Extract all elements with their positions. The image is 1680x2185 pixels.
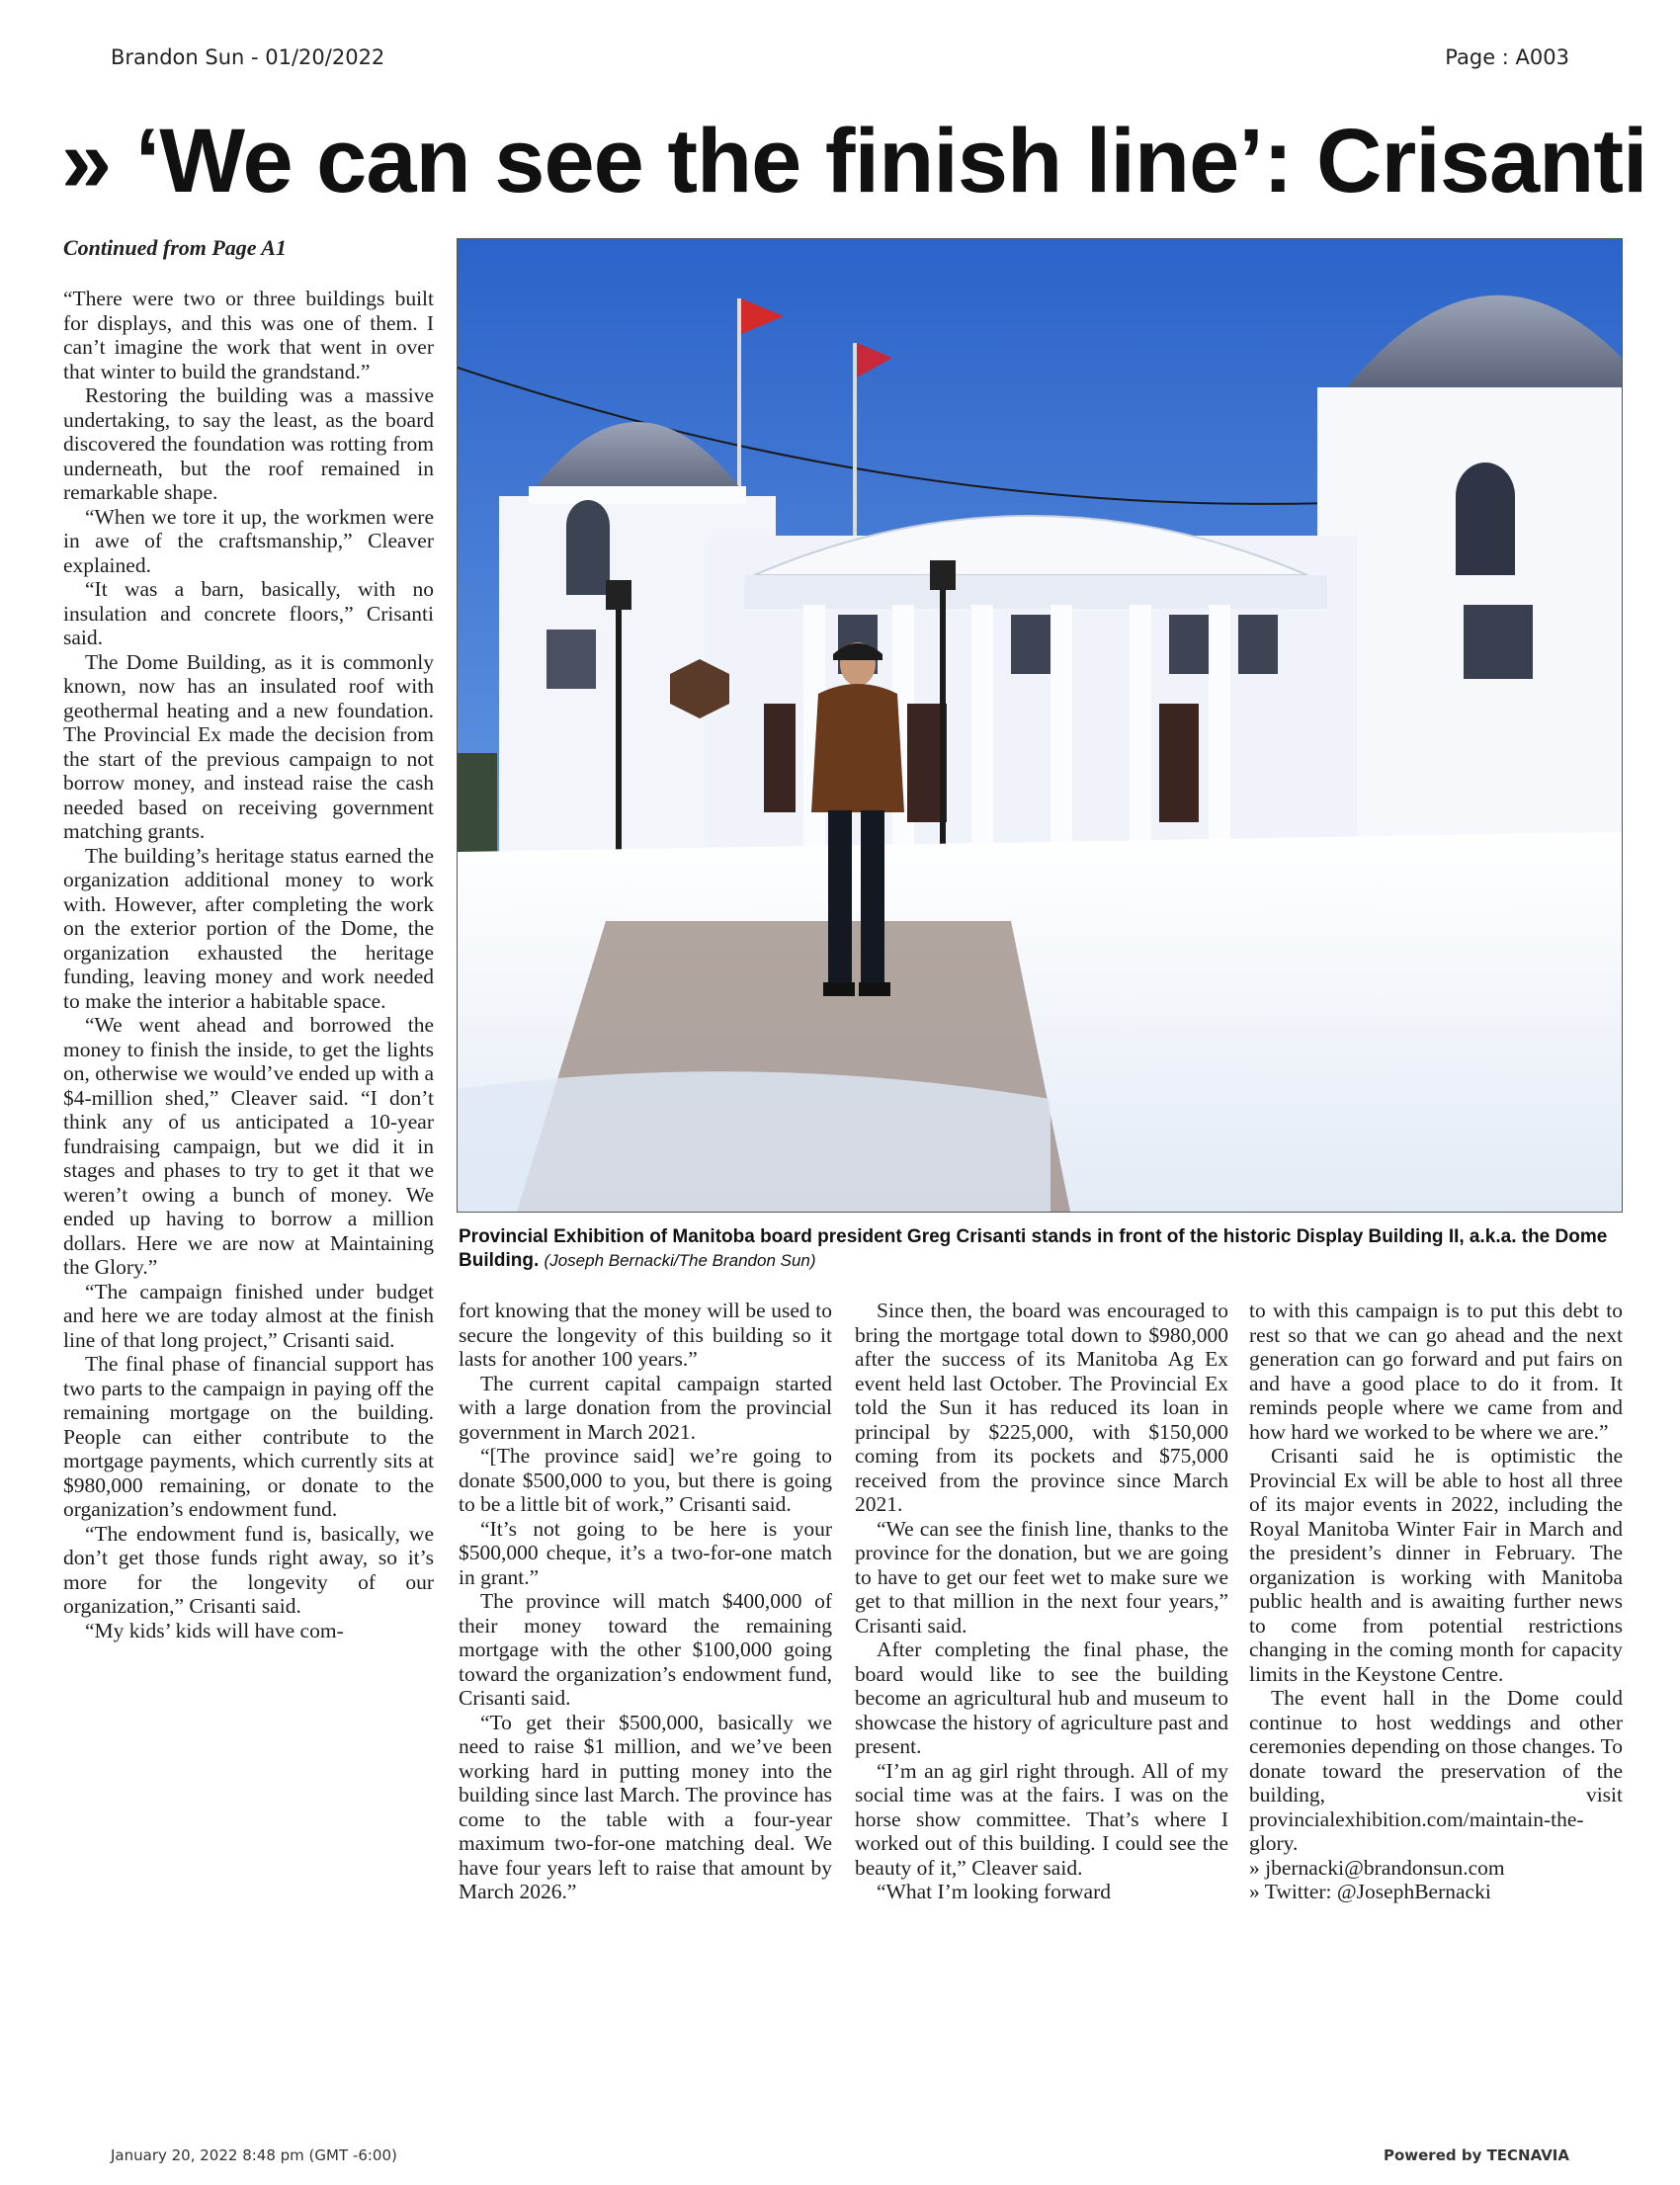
paragraph: “When we tore it up, the workmen were in awe of the craftsmanship,” Cleaver explained. (63, 504, 434, 577)
article-column-2 (459, 1299, 832, 2089)
dome-building-photo (458, 239, 1622, 1212)
photo-credit: (Joseph Bernacki/The Brandon Sun) (544, 1251, 816, 1270)
print-timestamp: January 20, 2022 8:48 pm (GMT -6:00) (111, 2146, 397, 2164)
publication-date: Brandon Sun - 01/20/2022 (111, 45, 385, 69)
paragraph: “I’m an ag girl right through. All of my social time was at the fairs. I was on the horse show committee. That’s where I worked out of this building. I could see the beauty of it,” Cleaver said. (855, 1758, 1228, 1880)
paragraph: “It’s not going to be here is your $500,000 cheque, it’s a two-for-one match in grant.” (459, 1516, 832, 1589)
paragraph: The Dome Building, as it is commonly known, now has an insulated roof with geothermal heating and a new foundation. The Provincial Ex made the decision from the start of the previous campaign to not borrow money, and instead raise the cash needed based on receiving government matching grants. (63, 649, 434, 843)
paragraph: The building’s heritage status earned the organization additional money to work with. However, after completing the work on the exterior portion of the Dome, the organization exhausted the heritage funding, leaving money and work needed to make the interior a habitable space. (63, 843, 434, 1013)
author-email[interactable]: » jbernacki@brandonsun.com (1249, 1855, 1505, 1880)
paragraph: “We can see the finish line, thanks to the province for the donation, but we are going to have to get our feet wet to make sure we get to that million in the next four years,” Crisanti said. (855, 1516, 1228, 1638)
powered-by: Powered by TECNAVIA (1383, 2146, 1569, 2164)
continued-from: Continued from Page A1 (63, 235, 287, 260)
paragraph: The current capital campaign started with a large donation from the provincial government in March 2021. (459, 1371, 832, 1444)
paragraph: to with this campaign is to put this debt to rest so that we can go ahead and the next generation can go forward and put fairs on and have a good place to do it from. It reminds people where we came from and how hard we worked to be where we are.” (1249, 1299, 1623, 1444)
article-column-1 (63, 287, 434, 2085)
paragraph: fort knowing that the money will be used to secure the longevity of this building so it lasts for another 100 years.” (459, 1299, 832, 1371)
paragraph: The final phase of financial support has two parts to the campaign in paying off the remaining mortgage on the building. People can either contribute to the mortgage payments, which currently sits at $980,000 remaining, or donate to the organization’s endowment fund. (63, 1352, 434, 1521)
paragraph: “[The province said] we’re going to donate $500,000 to you, but there is going to be a little bit of work,” Crisanti said. (459, 1444, 832, 1516)
paragraph: The province will match $400,000 of their money toward the remaining mortgage with the other $100,000 going toward the organization’s endowment fund, Crisanti said. (459, 1589, 832, 1710)
paragraph: “What I’m looking forward (877, 1880, 1112, 1903)
paragraph: “The endowment fund is, basically, we don’t get those funds right away, so it’s more for the longevity of our organization,” Crisanti said. (63, 1521, 434, 1618)
article-column-4 (1249, 1299, 1623, 2089)
article-column-3 (855, 1299, 1228, 2089)
paragraph: “We went ahead and borrowed the money to finish the inside, to get the lights on, otherwise we would’ve ended up with a $4-million shed,” Cleaver said. “I don’t think any of us anticipated a 10-year fundraising campaign, but we did it in stages and phases to try to get it that we weren’t owing a bunch of money. We ended up having to borrow a million dollars. Here we are now at Maintaining the Glory.” (63, 1013, 434, 1279)
paragraph: “It was a barn, basically, with no insulation and concrete floors,” Crisanti said. (63, 577, 434, 649)
headline: » ‘We can see the finish line’: Crisanti (61, 111, 1647, 211)
paragraph: The event hall in the Dome could continue to host weddings and other ceremonies depending on those changes. To donate toward the preservation of the building, visit provincialexhibition.com/maintain-the-glory. (1249, 1686, 1623, 1855)
photo-caption (459, 1225, 1621, 1273)
paragraph: Restoring the building was a massive undertaking, to say the least, as the board discovered the foundation was rotting from underneath, but the roof remained in remarkable shape. (63, 383, 434, 504)
paragraph: Since then, the board was encouraged to bring the mortgage total down to $980,000 after the success of its Manitoba Ag Ex event held last October. The Provincial Ex told the Sun it has reduced its loan in principal by $225,000, with $150,000 coming from its pockets and $75,000 received from the province since March 2021. (855, 1299, 1228, 1516)
paragraph: “My kids’ kids will have com- (85, 1618, 344, 1642)
paragraph: Crisanti said he is optimistic the Provincial Ex will be able to host all three of its major events in 2022, including the Royal Manitoba Winter Fair in March and the president’s dinner in February. The organization is working with Manitoba public health and is awaiting further news to come from potential restrictions changing in the coming month for capacity limits in the Keystone Centre. (1249, 1444, 1623, 1686)
article-photo (457, 238, 1623, 1213)
paragraph: “There were two or three buildings built for displays, and this was one of them. I can’t imagine the work that went in over that winter to build the grandstand.” (63, 287, 434, 383)
page-number: Page : A003 (1445, 45, 1569, 69)
paragraph: “To get their $500,000, basically we need to raise $1 million, and we’ve been working hard in putting money into the building since last March. The province has come to the table with a four-year maximum two-for-one matching deal. We have four years left to raise that amount by March 2026.” (459, 1710, 832, 1903)
caption-text: Provincial Exhibition of Manitoba board president Greg Crisanti stands in front of the historic Display Building II, a.k.a. the Dome Building. (459, 1226, 1608, 1271)
author-twitter[interactable]: » Twitter: @JosephBernacki (1249, 1880, 1491, 1903)
paragraph: “The campaign finished under budget and here we are today almost at the finish line of that long project,” Crisanti said. (63, 1279, 434, 1352)
paragraph: After completing the final phase, the board would like to see the building become an agricultural hub and museum to showcase the history of agriculture past and present. (855, 1638, 1228, 1758)
